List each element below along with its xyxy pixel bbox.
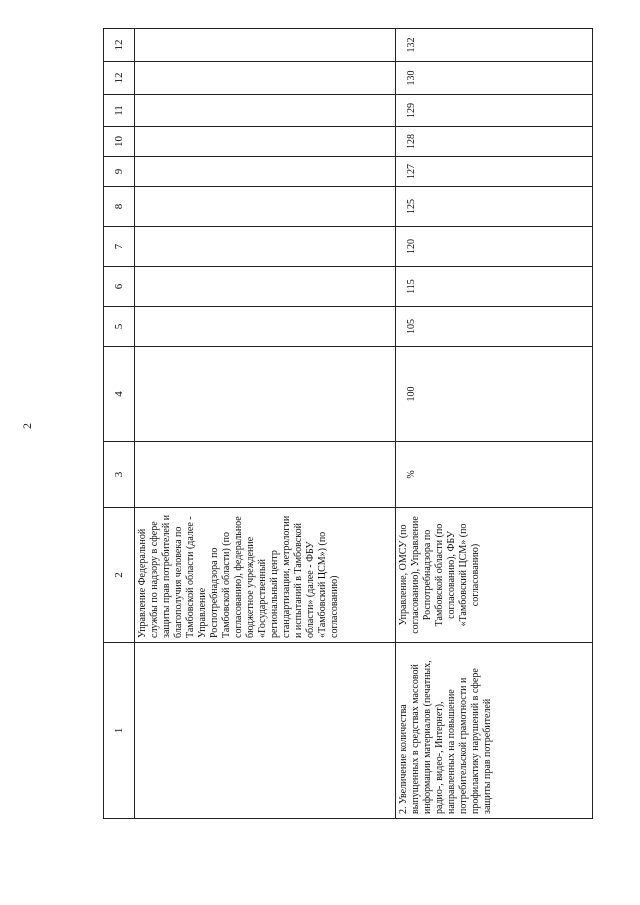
table-cell	[135, 442, 396, 508]
table-cell	[135, 95, 396, 127]
value-cell: 128	[396, 127, 593, 157]
table-cell	[135, 157, 396, 187]
table-row	[135, 29, 396, 819]
responsible-cell: Управление Федеральной службы по надзору в сфере защиты прав потребителей и благополучия человека по Тамбовской области (далее - Управление Роспотребнадзора по Тамбовской области) (по согласованию), федеральное бюджетное учреждение «Государственный региональный центр стандартизации, метрологии и испытаний в Тамбовской области» (далее - ФБУ «Тамбовский ЦСМ») (по согласованию)	[135, 508, 396, 643]
table-header-row	[104, 29, 135, 819]
page-number: 2	[20, 423, 34, 429]
header-cell: 4	[104, 347, 135, 442]
header-cell: 10	[104, 127, 135, 157]
header-cell: 8	[104, 187, 135, 227]
table-cell	[135, 227, 396, 267]
header-cell: 9	[104, 157, 135, 187]
header-cell: 12	[104, 29, 135, 62]
table-cell	[135, 307, 396, 347]
header-cell: 5	[104, 307, 135, 347]
table-cell	[135, 347, 396, 442]
header-cell: 12	[104, 62, 135, 95]
indicators-table	[103, 28, 593, 819]
value-cell: 105	[396, 307, 593, 347]
table-row	[396, 29, 593, 819]
value-cell: 120	[396, 227, 593, 267]
value-cell: 132	[396, 29, 593, 62]
header-cell: 6	[104, 267, 135, 307]
value-cell: 115	[396, 267, 593, 307]
table-cell	[135, 62, 396, 95]
value-cell: 100	[396, 347, 593, 442]
header-cell: 11	[104, 95, 135, 127]
responsible-cell: Управление, ОМСУ (по согласованию), Управление Роспотребнадзора по Тамбовской области (по согласованию), ФБУ «Тамбовский ЦСМ» (по согласованию)	[396, 508, 593, 643]
header-cell: 7	[104, 227, 135, 267]
header-cell: 3	[104, 442, 135, 508]
table-cell	[135, 127, 396, 157]
header-cell: 1	[104, 643, 135, 819]
value-cell: 130	[396, 62, 593, 95]
value-cell: 129	[396, 95, 593, 127]
rotated-table-container	[103, 29, 575, 819]
header-cell: 2	[104, 508, 135, 643]
unit-cell: %	[396, 442, 593, 508]
table-cell	[135, 267, 396, 307]
value-cell: 125	[396, 187, 593, 227]
table-cell	[135, 29, 396, 62]
indicator-name-cell: 2. Увеличение количества выпущенных в средствах массовой информации материалов (печатных, радио-, видео-, Интернет), направленных на повышение потребительской грамотности и профилактику нарушений в сфере защиты прав потребителей	[396, 643, 593, 819]
value-cell: 127	[396, 157, 593, 187]
table-cell	[135, 187, 396, 227]
table-cell	[135, 643, 396, 819]
